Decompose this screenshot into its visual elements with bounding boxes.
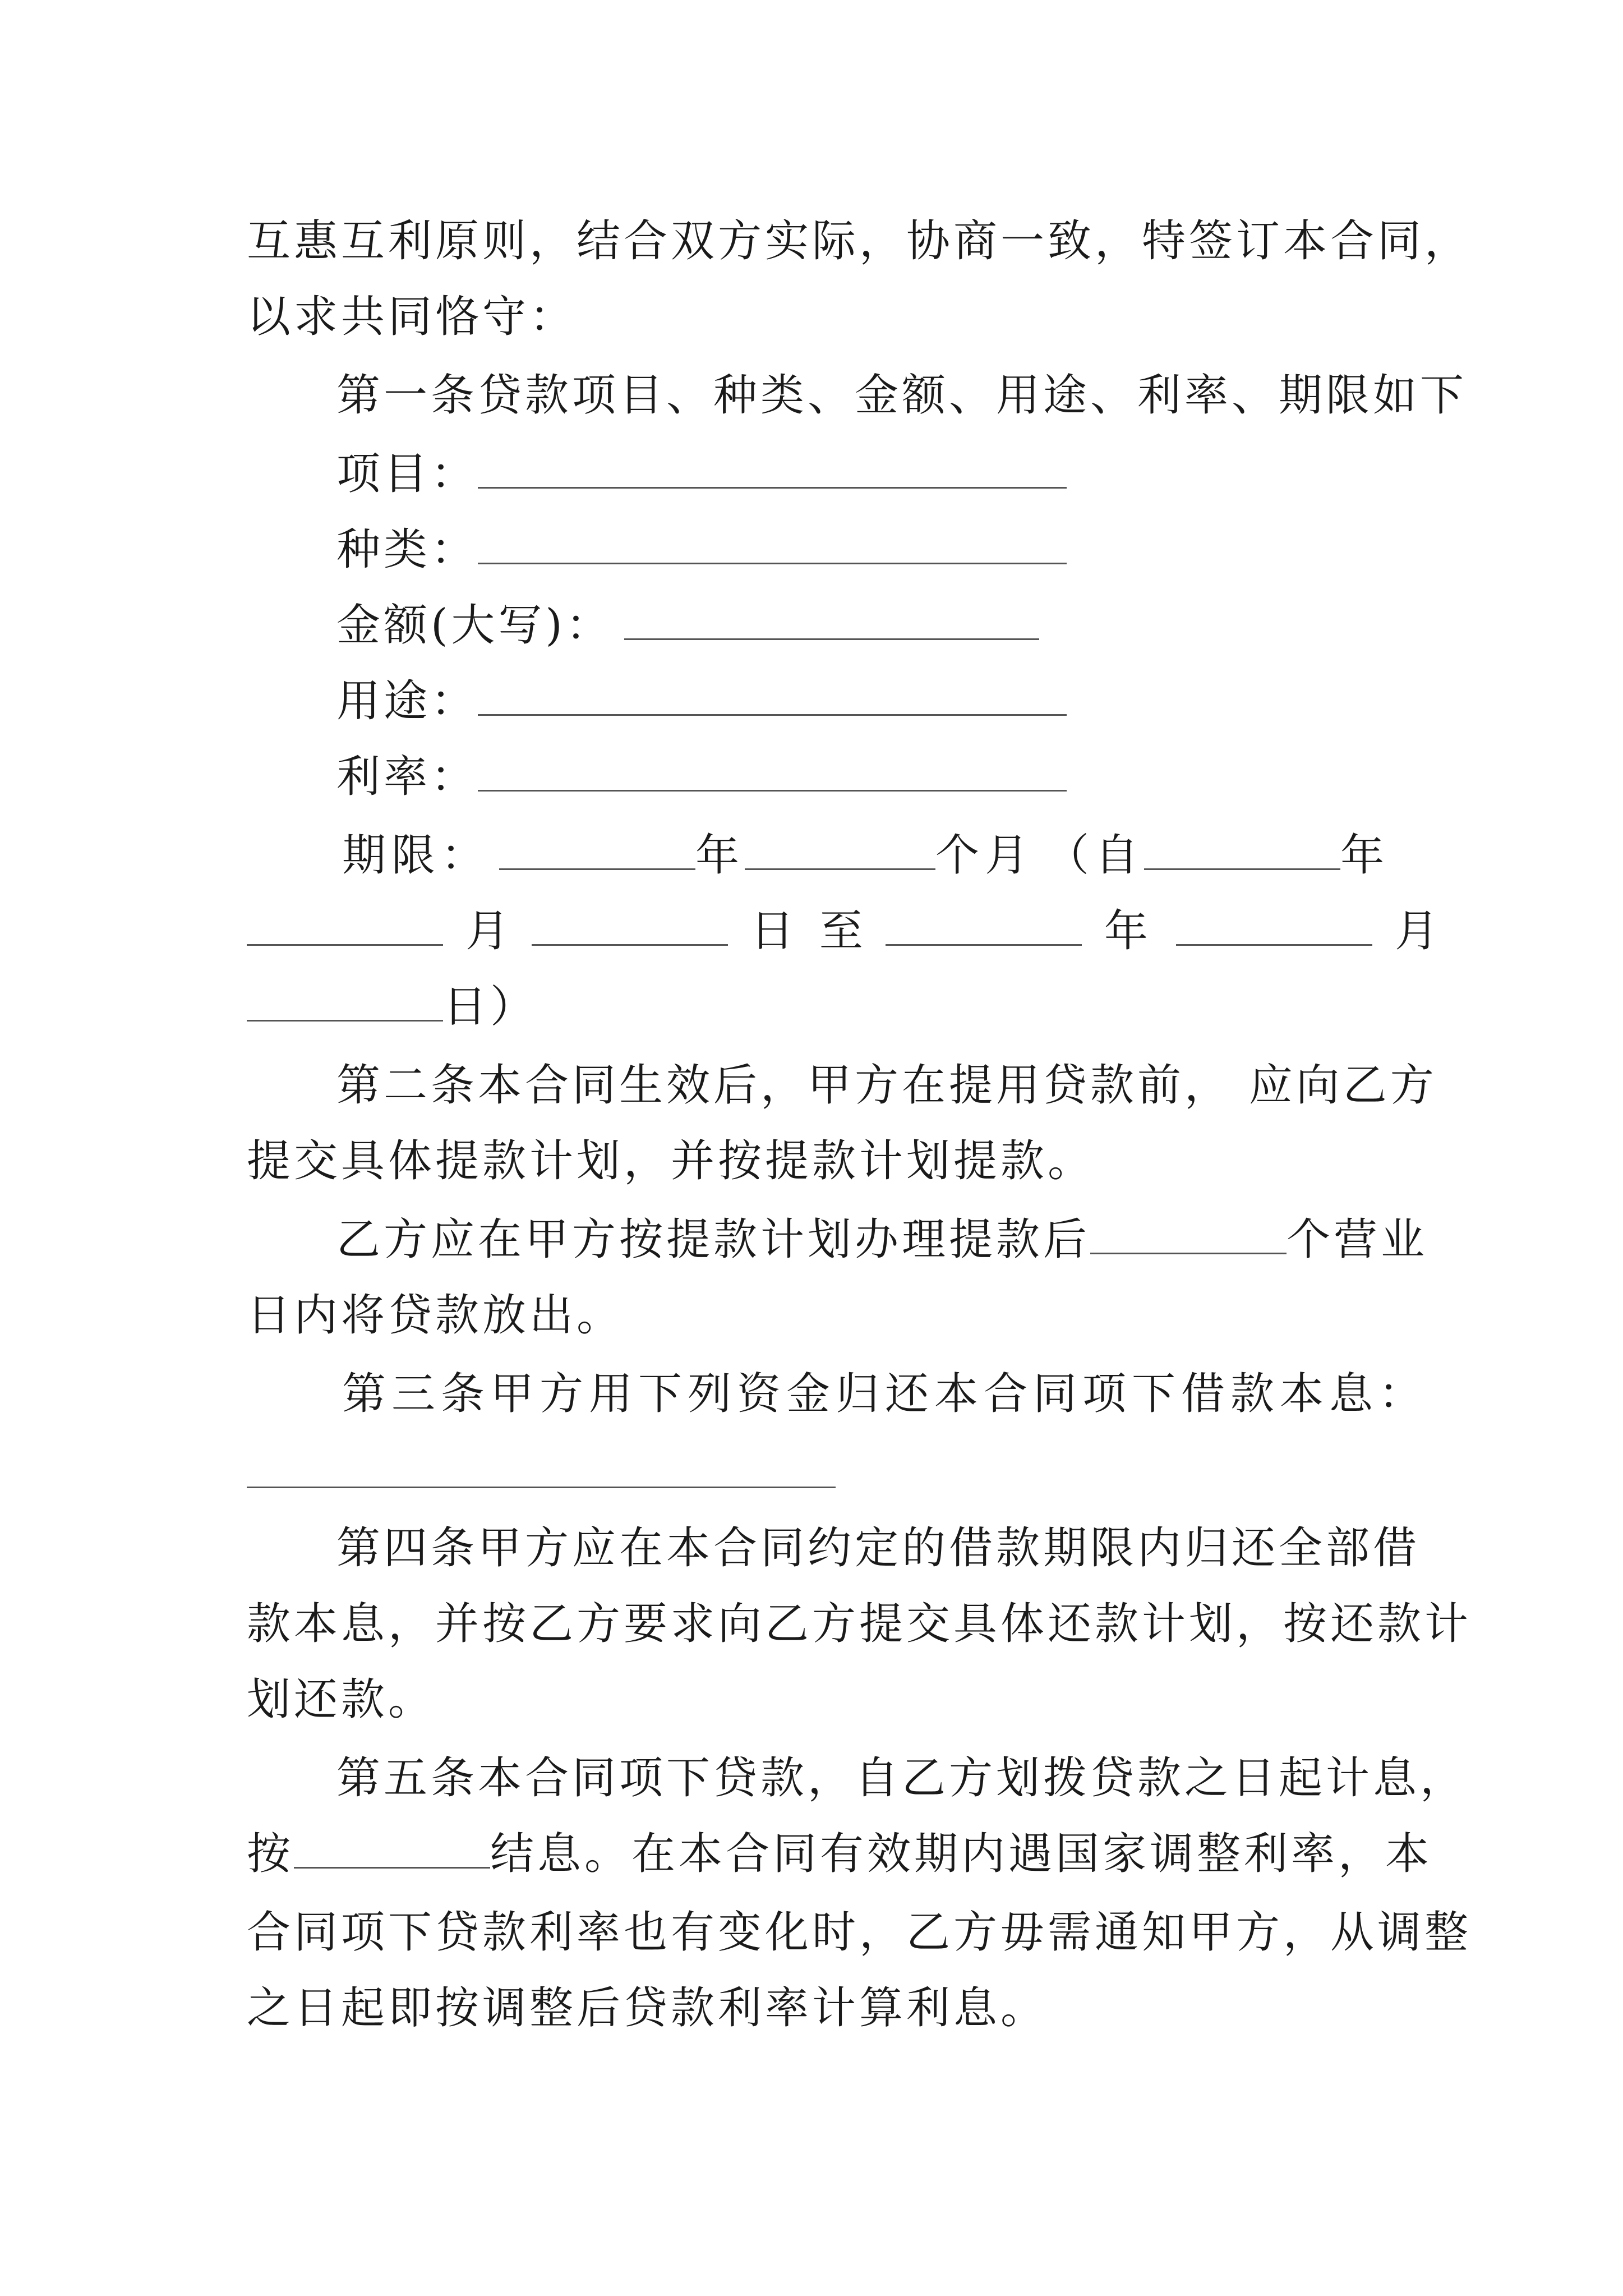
type-blank[interactable]	[478, 523, 1067, 564]
text: 个营业	[1287, 1214, 1428, 1265]
text: 第四条甲方应在本合同约定的借款期限内归还全部借	[336, 1523, 1421, 1573]
amount-blank[interactable]	[624, 599, 1039, 640]
paragraph-line	[247, 1826, 1432, 1882]
paragraph-line	[247, 1904, 1472, 1961]
term-months-blank[interactable]	[745, 829, 935, 870]
paragraph-line	[247, 1596, 1472, 1652]
text: 日内将贷款放出。	[247, 1290, 624, 1341]
paragraph-line	[342, 1366, 1428, 1422]
text: 款本息，并按乙方要求向乙方提交具体还款计划，按还款计	[247, 1599, 1472, 1649]
text: 之日起即按调整后贷款利率计算利息。	[247, 1983, 1048, 2033]
day-close: 日）	[443, 982, 538, 1032]
use-blank[interactable]	[478, 675, 1067, 716]
field-term-line3	[247, 979, 537, 1035]
text: 第三条甲方用下列资金归还本合同项下借款本息：	[342, 1369, 1428, 1419]
unit-months: 个月	[935, 830, 1035, 881]
field-rate	[336, 749, 1067, 805]
repayment-source-blank[interactable]	[247, 1487, 836, 1488]
field-label: 期限：	[342, 830, 491, 881]
day-to: 日 至	[750, 906, 869, 956]
field-label: 项目：	[336, 449, 478, 499]
field-use	[336, 673, 1067, 729]
to-year-blank[interactable]	[886, 905, 1082, 946]
field-amount	[336, 597, 1039, 654]
field-term-line2	[247, 903, 1444, 959]
term-years-blank[interactable]	[499, 829, 695, 870]
business-days-blank[interactable]	[1090, 1213, 1287, 1254]
paragraph-line	[247, 1287, 624, 1343]
paragraph-line	[247, 1980, 1048, 2036]
paragraph-line	[336, 1057, 1437, 1114]
rate-blank[interactable]	[478, 751, 1067, 792]
from-month-blank[interactable]	[247, 905, 443, 946]
unit-month: 月	[1394, 906, 1444, 956]
text: 合同项下贷款利率也有变化时，乙方毋需通知甲方，从调整	[247, 1907, 1472, 1958]
unit-year: 年	[695, 830, 745, 881]
text: 结息。在本合同有效期内遇国家调整利率，本	[490, 1829, 1433, 1879]
text: 划还款。	[247, 1674, 436, 1725]
field-label: 利率：	[336, 752, 478, 802]
article-1-title	[336, 367, 1467, 424]
text: 乙方应在甲方按提款计划办理提款后	[336, 1214, 1091, 1265]
to-month-blank[interactable]	[1176, 905, 1372, 946]
text: 第五条本合同项下贷款，自乙方划拨贷款之日起计息，	[336, 1753, 1468, 1803]
field-type	[336, 522, 1067, 578]
paragraph-line	[247, 289, 577, 345]
text: 互惠互利原则，结合双方实际，协商一致，特签订本合同，	[247, 216, 1472, 266]
unit-month: 月	[465, 906, 515, 956]
text: 以求共同恪守：	[247, 292, 577, 342]
text: 第一条贷款项目、种类、金额、用途、利率、期限如下	[336, 370, 1468, 421]
from-year-blank[interactable]	[1144, 829, 1340, 870]
text: 第二条本合同生效后，甲方在提用贷款前， 应向乙方	[336, 1060, 1437, 1111]
item-blank[interactable]	[478, 448, 1067, 489]
text: 提交具体提款计划，并按提款计划提款。	[247, 1136, 1095, 1186]
field-label: 金额(大写)：	[336, 600, 613, 651]
paragraph-line	[336, 1750, 1467, 1806]
from-day-blank[interactable]	[532, 905, 728, 946]
field-label: 种类：	[336, 524, 478, 575]
to-day-blank[interactable]	[247, 981, 443, 1022]
field-term	[342, 827, 1390, 884]
text: 按	[247, 1829, 294, 1879]
field-item	[336, 446, 1067, 502]
field-label: 用途：	[336, 676, 478, 726]
paragraph-line	[247, 213, 1472, 269]
paragraph-line	[336, 1520, 1420, 1576]
interest-settlement-blank[interactable]	[294, 1828, 490, 1869]
unit-year: 年	[1104, 906, 1154, 956]
unit-year: 年	[1340, 830, 1390, 881]
paragraph-line	[247, 1133, 1095, 1189]
paragraph-line	[247, 1672, 435, 1728]
from-open: （自	[1045, 830, 1145, 881]
paragraph-line	[336, 1212, 1428, 1268]
